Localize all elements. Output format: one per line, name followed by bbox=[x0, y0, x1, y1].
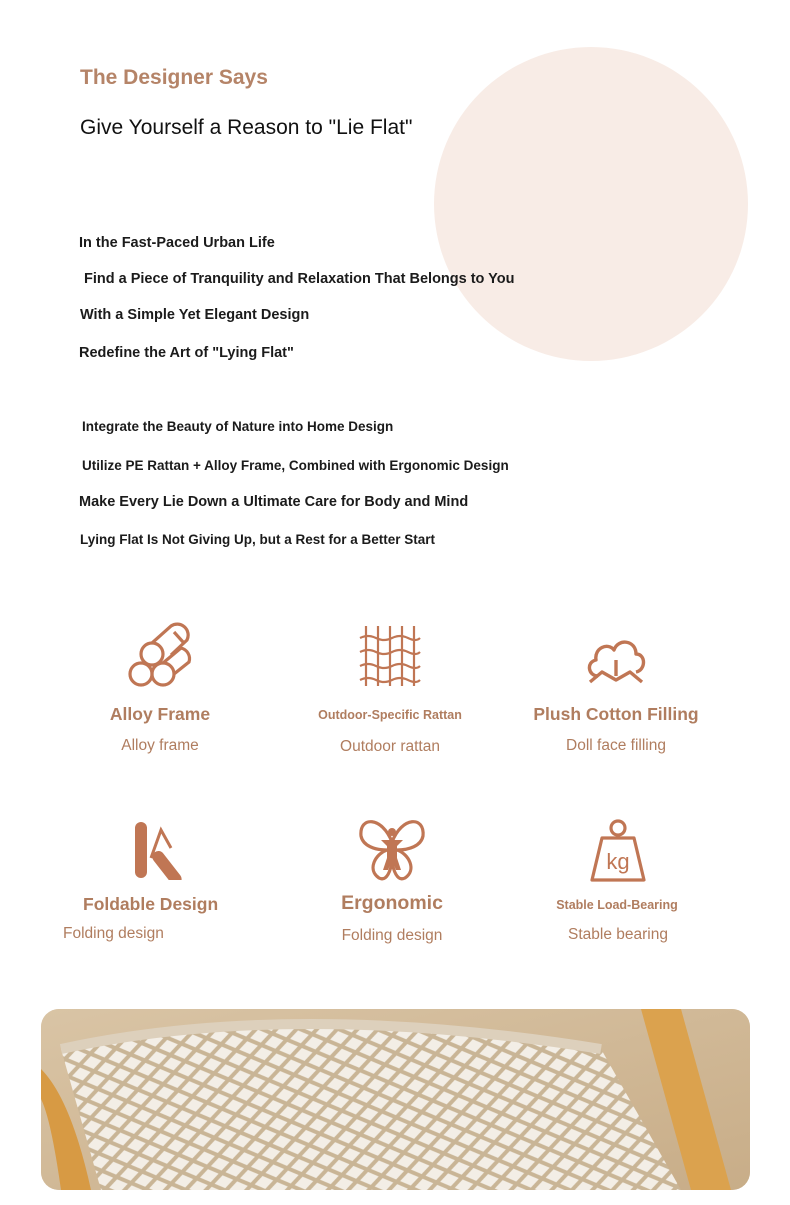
ergonomic-body-icon bbox=[357, 814, 427, 884]
feature-title: Foldable Design bbox=[83, 894, 219, 914]
story-line: In the Fast-Paced Urban Life bbox=[79, 235, 275, 251]
feature-subtitle: Folding design bbox=[341, 927, 443, 944]
feature-cotton bbox=[506, 632, 726, 755]
feature-title: Plush Cotton Filling bbox=[533, 704, 699, 724]
weight-kg-icon bbox=[588, 816, 648, 884]
feature-title: Stable Load-Bearing bbox=[556, 898, 678, 912]
alloy-tubes-icon bbox=[127, 622, 193, 688]
fold-icon bbox=[131, 818, 201, 880]
section-eyebrow: The Designer Says bbox=[80, 66, 268, 89]
feature-subtitle: Folding design bbox=[63, 925, 164, 942]
feature-subtitle: Alloy frame bbox=[121, 737, 199, 754]
feature-title: Ergonomic bbox=[341, 892, 443, 914]
product-photo-rattan-chair bbox=[41, 1009, 750, 1190]
story-line: Make Every Lie Down a Ultimate Care for Body and Mind bbox=[79, 494, 469, 510]
feature-title: Alloy Frame bbox=[109, 704, 211, 724]
rattan-weave-icon bbox=[358, 624, 422, 688]
section-headline: Give Yourself a Reason to "Lie Flat" bbox=[80, 116, 413, 139]
cotton-icon bbox=[584, 632, 648, 690]
feature-ergonomic bbox=[282, 814, 502, 945]
feature-rattan bbox=[280, 624, 500, 756]
story-line: Integrate the Beauty of Nature into Home Design bbox=[82, 419, 394, 434]
feature-title: Outdoor-Specific Rattan bbox=[318, 708, 462, 722]
weight-icon-label: kg bbox=[606, 849, 630, 874]
story-line: Lying Flat Is Not Giving Up, but a Rest for a Better Start bbox=[80, 532, 436, 547]
feature-alloy-frame bbox=[50, 622, 270, 755]
decorative-circle bbox=[434, 47, 748, 361]
story-line: Find a Piece of Tranquility and Relaxation That Belongs to You bbox=[84, 271, 515, 287]
rattan-chair-image bbox=[41, 1009, 750, 1190]
feature-foldable bbox=[53, 818, 273, 943]
feature-subtitle: Stable bearing bbox=[568, 926, 668, 943]
feature-subtitle: Outdoor rattan bbox=[340, 738, 440, 755]
feature-load-bearing bbox=[508, 816, 728, 944]
story-line: Utilize PE Rattan + Alloy Frame, Combined with Ergonomic Design bbox=[82, 458, 509, 473]
feature-subtitle: Doll face filling bbox=[566, 737, 666, 754]
story-line: Redefine the Art of "Lying Flat" bbox=[79, 345, 294, 361]
story-line: With a Simple Yet Elegant Design bbox=[80, 307, 310, 323]
